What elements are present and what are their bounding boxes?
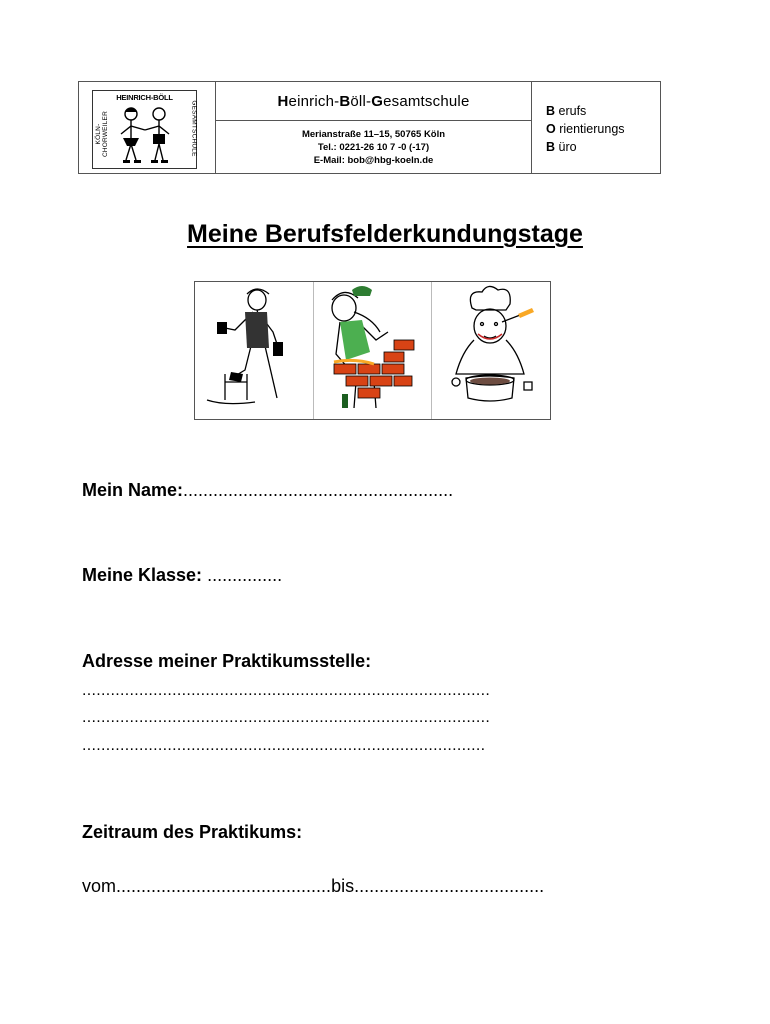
logo-cell [79,82,216,173]
bob-initial: B [546,140,556,154]
school-name-part: B [339,92,351,110]
school-phone: Tel.: 0221-26 10 7 -0 (-17) [317,141,430,153]
bob-word: üro [555,140,577,154]
bob-initial: O [546,122,556,136]
bricklayer-illustration [313,282,432,419]
class-field[interactable] [82,565,282,586]
school-name-part: öll- [350,92,372,110]
address-line[interactable]: ...................................................................................... [82,709,491,726]
period-from-blank[interactable]: ........................................... [116,876,332,896]
school-name-part: H [277,92,289,110]
period-label: Zeitraum des Praktikums: [82,822,303,842]
name-blank[interactable]: ...................................................... [183,480,454,500]
period-from-label: vom [82,876,117,896]
school-contact [216,121,531,173]
bricklayer-icon [314,282,432,419]
bob-line [546,120,660,138]
period-to-label: bis [331,876,355,896]
address-line[interactable]: ..................................................................................... [82,737,486,754]
bob-word: erufs [555,104,587,118]
address-label: Adresse meiner Praktikumsstelle: [82,651,372,671]
logo-left-text: KÖLN-CHORWEILER [95,111,109,157]
logo-children-icon [111,104,181,168]
bob-initial: B [546,104,556,118]
bob-line [546,138,660,156]
class-blank[interactable]: ............... [202,565,283,585]
address-line[interactable]: ...................................................................................... [82,682,491,699]
name-field[interactable] [82,480,453,501]
period-range [82,876,544,897]
class-label: Meine Klasse: [82,565,203,585]
address-field [82,651,371,672]
school-name [216,82,531,121]
cook-illustration [431,282,550,419]
bob-line [546,102,660,120]
bob-word: rientierungs [555,122,625,136]
period-to-blank[interactable]: ...................................... [354,876,545,896]
page-title: Meine Berufsfelderkundungstage [187,220,583,248]
school-logo [92,90,197,169]
school-info-cell [216,82,532,173]
school-email: E-Mail: bob@hbg-koeln.de [313,154,434,166]
bob-cell [532,82,660,173]
school-header [78,81,661,174]
school-address: Merianstraße 11–15, 50765 Köln [301,128,446,140]
logo-right-text: GESAMTSCHULE [190,100,198,157]
name-label: Mein Name: [82,480,184,500]
cook-icon [432,282,550,419]
painter-icon [195,282,313,419]
school-name-part: esamtschule [383,92,470,110]
school-name-part: einrich- [288,92,340,110]
illustration-strip [194,281,551,420]
painter-illustration [195,282,313,419]
school-name-part: G [371,92,384,110]
logo-top-text: HEINRICH-BÖLL [116,93,173,102]
period-field [82,822,302,843]
